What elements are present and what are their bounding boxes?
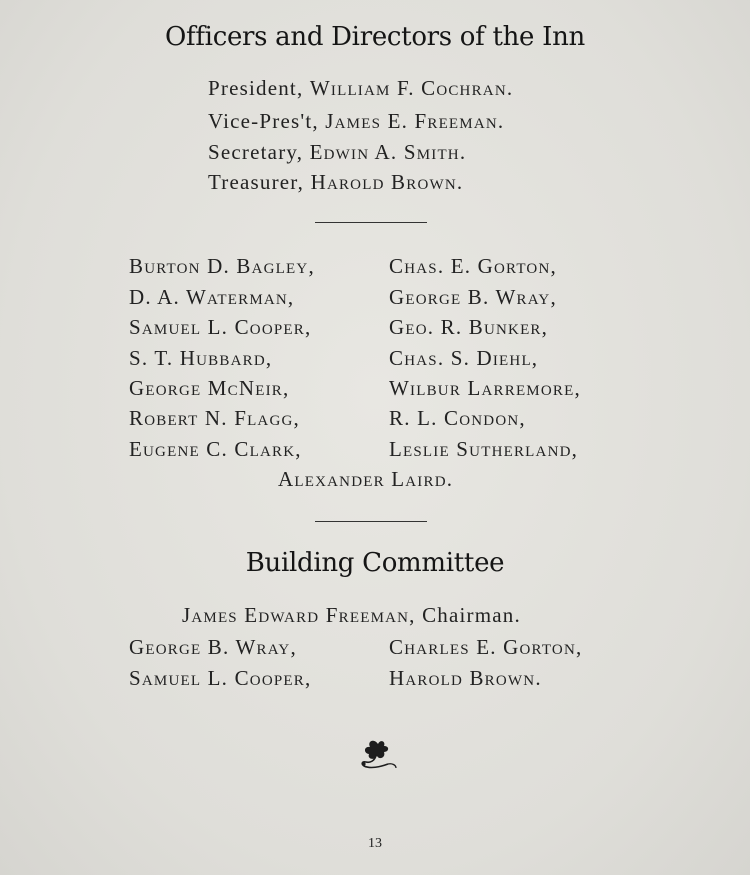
committee-member: George B. Wray, (129, 635, 297, 659)
officer-secretary (208, 140, 466, 165)
director-name: Chas. S. Diehl, (389, 346, 539, 370)
building-committee-heading: Building Committee (245, 548, 505, 578)
page-number: 13 (368, 836, 382, 851)
officer-president (208, 76, 513, 101)
officer-name: Edwin A. Smith. (309, 140, 467, 164)
director-name: Eugene C. Clark, (129, 437, 302, 461)
director-name: Burton D. Bagley, (129, 254, 315, 278)
committee-member: Samuel L. Cooper, (129, 666, 312, 690)
director-name: Geo. R. Bunker, (389, 315, 549, 339)
officer-name: James E. Freeman. (325, 109, 505, 133)
officer-vice-president (208, 109, 504, 134)
director-name: Robert N. Flagg, (129, 406, 300, 430)
director-name: Chas. E. Gorton, (389, 254, 557, 278)
officer-name: William F. Cochran. (309, 76, 514, 100)
section-divider (315, 521, 427, 522)
chairman-title: Chairman. (422, 603, 521, 627)
director-name: R. L. Condon, (389, 406, 526, 430)
officer-role: Vice-Pres't, (208, 109, 319, 133)
officer-role: Treasurer, (208, 170, 305, 194)
chairman-name: James Edward Freeman, (182, 603, 416, 627)
officer-role: Secretary, (208, 140, 304, 164)
director-name: Wilbur Larremore, (389, 376, 581, 400)
director-name: Samuel L. Cooper, (129, 315, 312, 339)
officer-treasurer (208, 170, 463, 195)
ivy-leaf-ornament-icon (358, 738, 402, 772)
director-name: Leslie Sutherland, (389, 437, 579, 461)
section-divider (315, 222, 427, 223)
officer-role: President, (208, 76, 304, 100)
committee-member: Harold Brown. (389, 666, 542, 690)
director-name: George B. Wray, (389, 285, 557, 309)
committee-member: Charles E. Gorton, (389, 635, 583, 659)
director-name: S. T. Hubbard, (129, 346, 273, 370)
director-name: D. A. Waterman, (129, 285, 295, 309)
committee-chairman (182, 603, 521, 628)
officer-name: Harold Brown. (310, 170, 464, 194)
officers-heading: Officers and Directors of the Inn (165, 22, 585, 52)
director-name-last: Alexander Laird. (278, 467, 454, 491)
director-name: George McNeir, (129, 376, 290, 400)
